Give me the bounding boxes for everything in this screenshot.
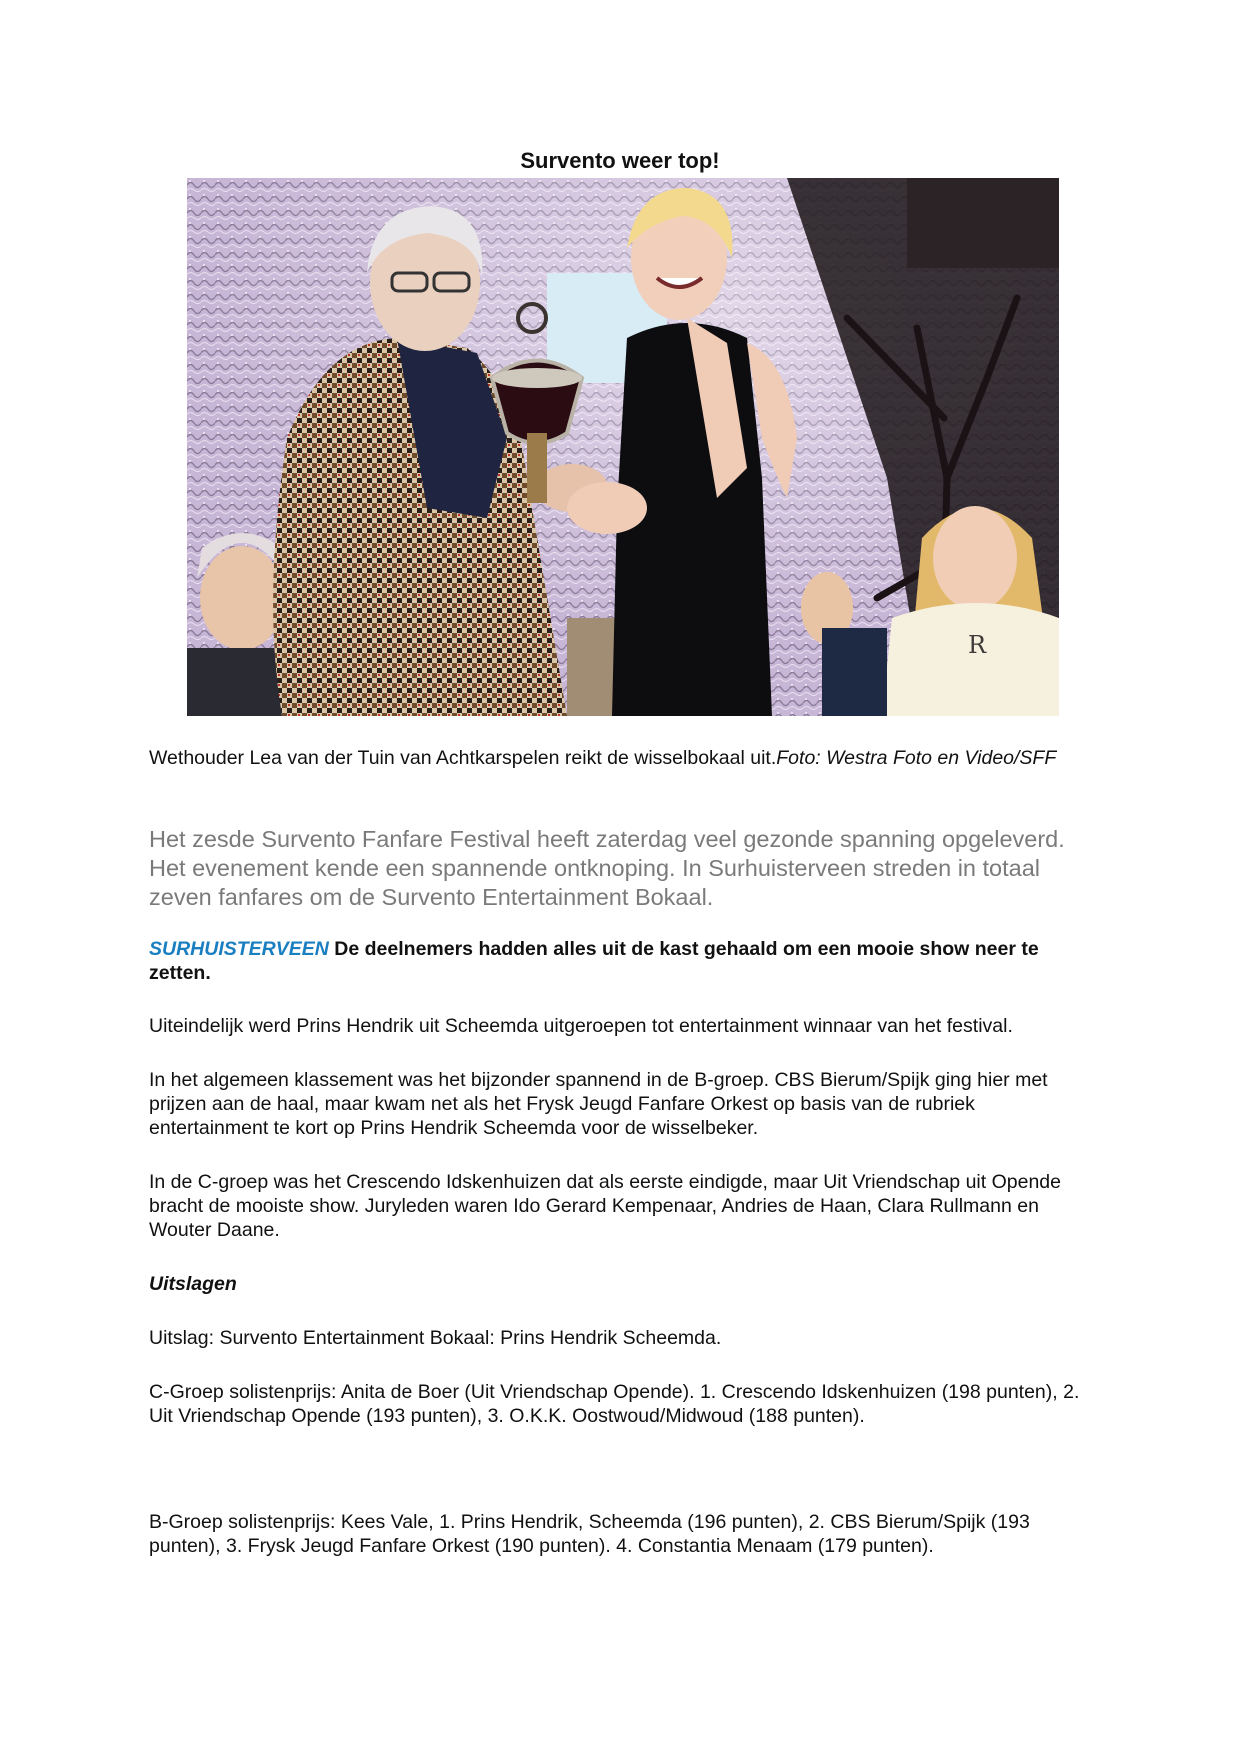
paragraph-3: In de C-groep was het Crescendo Idskenhuizen dat als eerste eindigde, maar Uit Vriendschap uit Opende bracht de mooiste show. Juryleden waren Ido Gerard Kempenaar, Andries de Haan, Clara Rullmann en Wouter Daane.	[149, 1171, 1061, 1241]
result-b-groep: B-Groep solistenprijs: Kees Vale, 1. Prins Hendrik, Scheemda (196 punten), 2. CBS Bierum/Spijk (193 punten), 3. Frysk Jeugd Fanfare Orkest (190 punten). 4. Constantia Menaam (179 punten).	[149, 1511, 1030, 1557]
paragraph-1: Uiteindelijk werd Prins Hendrik uit Scheemda uitgeroepen tot entertainment winnaar van het festival.	[149, 1015, 1013, 1037]
intro-text: De deelnemers hadden alles uit de kast gehaald om een mooie show neer te zetten.	[149, 938, 1039, 984]
photo-credit: Foto: Westra Foto en Video/SFF	[776, 747, 1057, 769]
caption-text: Wethouder Lea van der Tuin van Achtkarspelen reikt de wisselbokaal uit.	[149, 747, 777, 769]
photo-caption	[149, 746, 1089, 771]
paragraph-2: In het algemeen klassement was het bijzonder spannend in de B-groep. CBS Bierum/Spijk ging hier met prijzen aan de haal, maar kwam net als het Frysk Jeugd Fanfare Orkest op basis van de rubriek entertainment te kort op Prins Hendrik Scheemda voor de wisselbeker.	[149, 1069, 1048, 1139]
dateline: SURHUISTERVEEN	[149, 938, 329, 960]
results-heading: Uitslagen	[149, 1273, 237, 1295]
article-photo	[187, 178, 1059, 716]
result-c-groep: C-Groep solistenprijs: Anita de Boer (Uit Vriendschap Opende). 1. Crescendo Idskenhuizen (198 punten), 2. Uit Vriendschap Opende (193 punten), 3. O.K.K. Oostwoud/Midwoud (188 punten).	[149, 1381, 1080, 1427]
article-lead: Het zesde Survento Fanfare Festival heeft zaterdag veel gezonde spanning opgeleverd. Het evenement kende een spannende ontknoping. In Surhuisterveen streden in totaal zeven fanfares om de Survento Entertainment Bokaal.	[149, 826, 1065, 910]
article-intro	[149, 937, 1094, 985]
article-title: Survento weer top!	[520, 148, 720, 173]
svg-text:R: R	[967, 631, 987, 659]
result-bokaal: Uitslag: Survento Entertainment Bokaal: Prins Hendrik Scheemda.	[149, 1327, 722, 1349]
